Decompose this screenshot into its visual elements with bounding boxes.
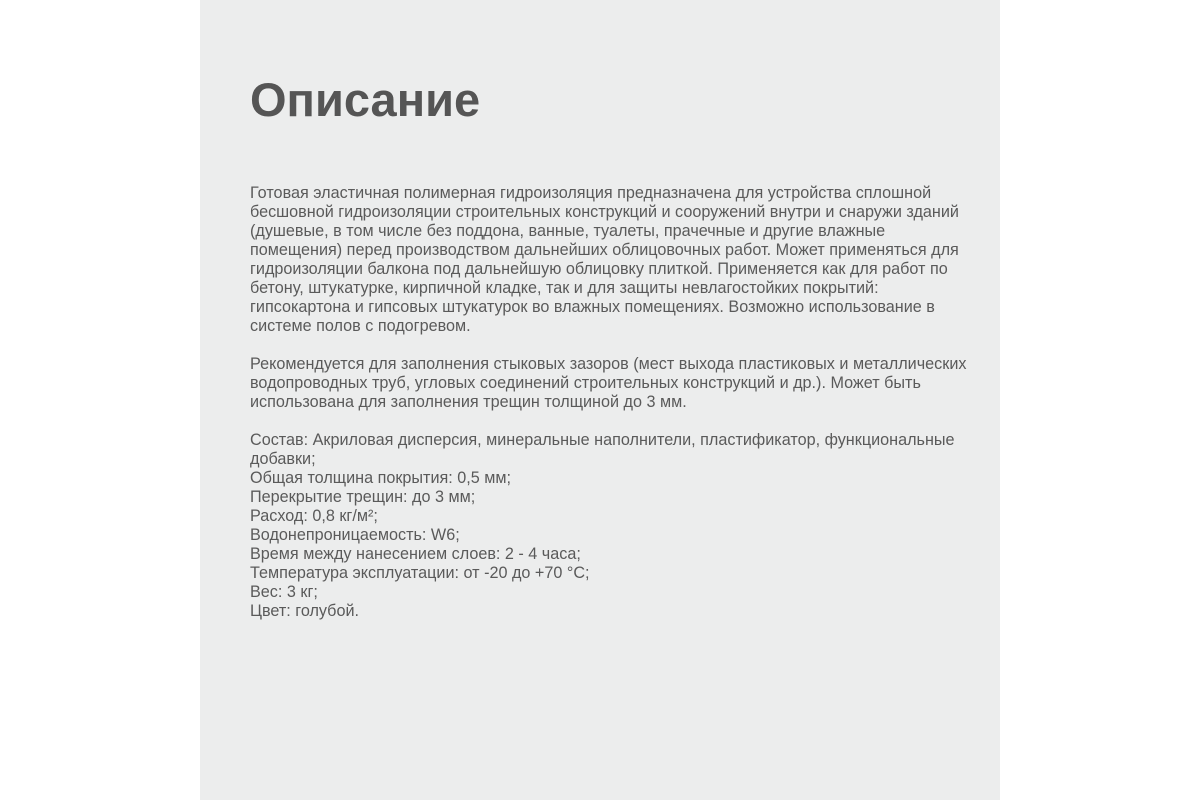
spec-water-resistance: Водонепроницаемость: W6; bbox=[250, 526, 460, 544]
spec-weight: Вес: 3 кг; bbox=[250, 583, 318, 601]
description-card bbox=[200, 0, 1000, 800]
spec-crack-bridging: Перекрытие трещин: до 3 мм; bbox=[250, 488, 476, 506]
spec-consumption: Расход: 0,8 кг/м²; bbox=[250, 507, 378, 525]
spec-layer-interval: Время между нанесением слоев: 2 - 4 часа; bbox=[250, 545, 581, 563]
description-paragraph-1: Готовая эластичная полимерная гидроизоляция предназначена для устройства сплошной бесшовной гидроизоляции строительных конструкций и сооружений внутри и снаружи зданий (душевые, в том числе без поддона, ванные, туалеты, прачечные и другие влажные помещения) перед производством дальнейших облицовочных работ. Может применяться для гидроизоляции балкона под дальнейшую облицовку плиткой. Применяется как для работ по бетону, штукатурке, кирпичной кладке, так и для защиты невлагостойких покрытий: гипсокартона и гипсовых штукатурок во влажных помещениях. Возможно использование в системе полов с подогревом. bbox=[250, 184, 959, 335]
spec-color: Цвет: голубой. bbox=[250, 602, 359, 620]
spec-temperature: Температура эксплуатации: от -20 до +70 °С; bbox=[250, 564, 590, 582]
specs-list bbox=[250, 431, 974, 621]
page-title: Описание bbox=[250, 73, 481, 126]
spec-thickness: Общая толщина покрытия: 0,5 мм; bbox=[250, 469, 512, 487]
description-paragraph-2: Рекомендуется для заполнения стыковых зазоров (мест выхода пластиковых и металлических водопроводных труб, угловых соединений строительных конструкций и др.). Может быть использована для заполнения трещин толщиной до 3 мм. bbox=[250, 355, 967, 411]
spec-composition: Состав: Акриловая дисперсия, минеральные наполнители, пластификатор, функциональные добавки; bbox=[250, 431, 955, 468]
